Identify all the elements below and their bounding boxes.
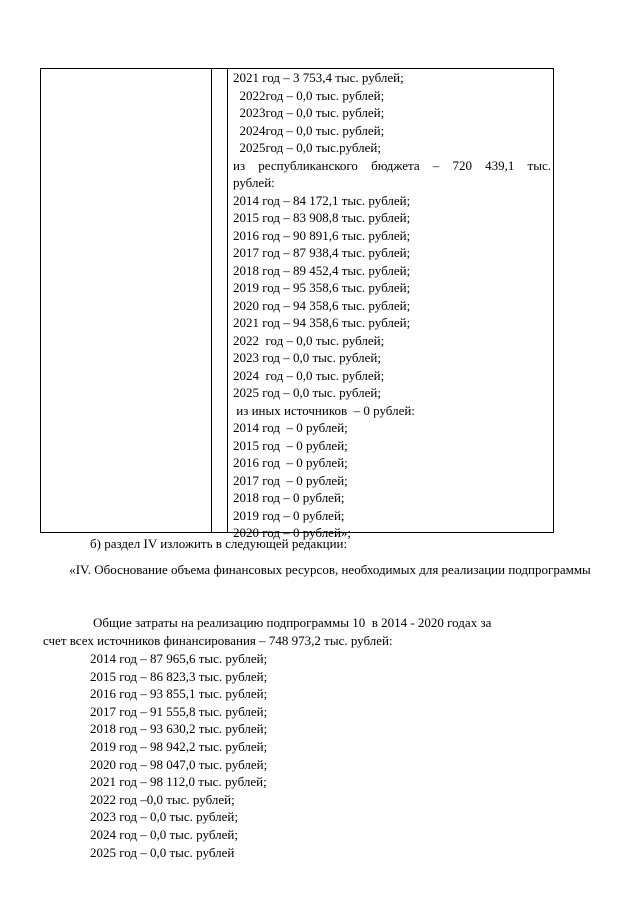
table-cell-line: 2018 год – 89 452,4 тыс. рублей; — [233, 262, 411, 278]
list-item: 2023 год – 0,0 тыс. рублей; — [90, 809, 238, 825]
table-cell-line: 2020 год – 94 358,6 тыс. рублей; — [233, 297, 411, 313]
table-column-divider — [211, 69, 212, 532]
table-cell-line: 2017 год – 0 рублей; — [233, 472, 348, 488]
table-cell-line: 2022 год – 0,0 тыс. рублей; — [233, 332, 385, 348]
table-cell-line: 2024 год – 0,0 тыс. рублей; — [233, 367, 385, 383]
intro-paragraph — [43, 614, 583, 649]
year-list — [90, 650, 267, 861]
list-item: 2018 год – 93 630,2 тыс. рублей; — [90, 721, 268, 737]
funding-table — [40, 68, 554, 540]
section-note: б) раздел IV изложить в следующей редакции: — [90, 536, 348, 551]
list-item: 2024 год – 0,0 тыс. рублей; — [90, 826, 238, 842]
table-cell-line: 2017 год – 87 938,4 тыс. рублей; — [233, 245, 411, 260]
intro-line: Общие затраты на реализацию подпрограммы 10 в 2014 - 2020 годах за — [93, 615, 492, 630]
list-item: 2017 год – 91 555,8 тыс. рублей; — [90, 703, 268, 719]
table-cell-line: из иных источников – 0 рублей: — [233, 402, 415, 418]
table-cell-line: 2020 год – 0 рублей»; — [233, 525, 352, 540]
list-item: 2025 год – 0,0 тыс. рублей — [90, 844, 235, 860]
table-cell-line: 2014 год – 0 рублей; — [233, 420, 348, 435]
table-cell-line: 2024год – 0,0 тыс. рублей; — [233, 122, 385, 138]
table-cell-line: 2014 год – 84 172,1 тыс. рублей; — [233, 192, 411, 208]
intro-line: счет всех источников финансирования – 748 973,2 тыс. рублей: — [43, 632, 393, 648]
table-cell-line: 2015 год – 83 908,8 тыс. рублей; — [233, 210, 411, 225]
table-cell-line: 2025год – 0,0 тыс.рублей; — [233, 140, 381, 155]
table-cell-line: рублей: — [233, 175, 275, 190]
list-item: 2019 год – 98 942,2 тыс. рублей; — [90, 738, 268, 754]
table-cell-line: 2019 год – 0 рублей; — [233, 507, 345, 523]
table-cell-line: 2021 год – 94 358,6 тыс. рублей; — [233, 315, 411, 330]
table-column-divider — [227, 69, 228, 532]
table-cell-line: 2015 год – 0 рублей; — [233, 437, 348, 453]
list-item: 2020 год – 98 047,0 тыс. рублей; — [90, 756, 268, 772]
table-cell-line: 2018 год – 0 рублей; — [233, 490, 345, 505]
table-cell-line: 2021 год – 3 753,4 тыс. рублей; — [233, 70, 404, 85]
table-cell-line: из республиканского бюджета – 720 439,1 тыс. — [233, 157, 551, 173]
section-heading: «IV. Обоснование объема финансовых ресурсов, необходимых для реализации подпрограммы — [69, 562, 591, 577]
table-cell-line: 2023 год – 0,0 тыс. рублей; — [233, 350, 381, 365]
funding-sources-cell — [233, 69, 551, 542]
list-item: 2021 год – 98 112,0 тыс. рублей; — [90, 774, 267, 790]
list-item: 2014 год – 87 965,6 тыс. рублей; — [90, 651, 268, 666]
list-item: 2015 год – 86 823,3 тыс. рублей; — [90, 668, 268, 684]
table-cell-line: 2025 год – 0,0 тыс. рублей; — [233, 385, 381, 400]
table-cell-line: 2016 год – 90 891,6 тыс. рублей; — [233, 227, 411, 243]
list-item: 2022 год –0,0 тыс. рублей; — [90, 791, 235, 807]
table-cell-line: 2023год – 0,0 тыс. рублей; — [233, 105, 385, 120]
table-cell-line: 2016 год – 0 рублей; — [233, 455, 348, 470]
table-cell-line: 2019 год – 95 358,6 тыс. рублей; — [233, 280, 411, 295]
list-item: 2016 год – 93 855,1 тыс. рублей; — [90, 686, 268, 702]
table-cell-line: 2022год – 0,0 тыс. рублей; — [233, 87, 385, 103]
